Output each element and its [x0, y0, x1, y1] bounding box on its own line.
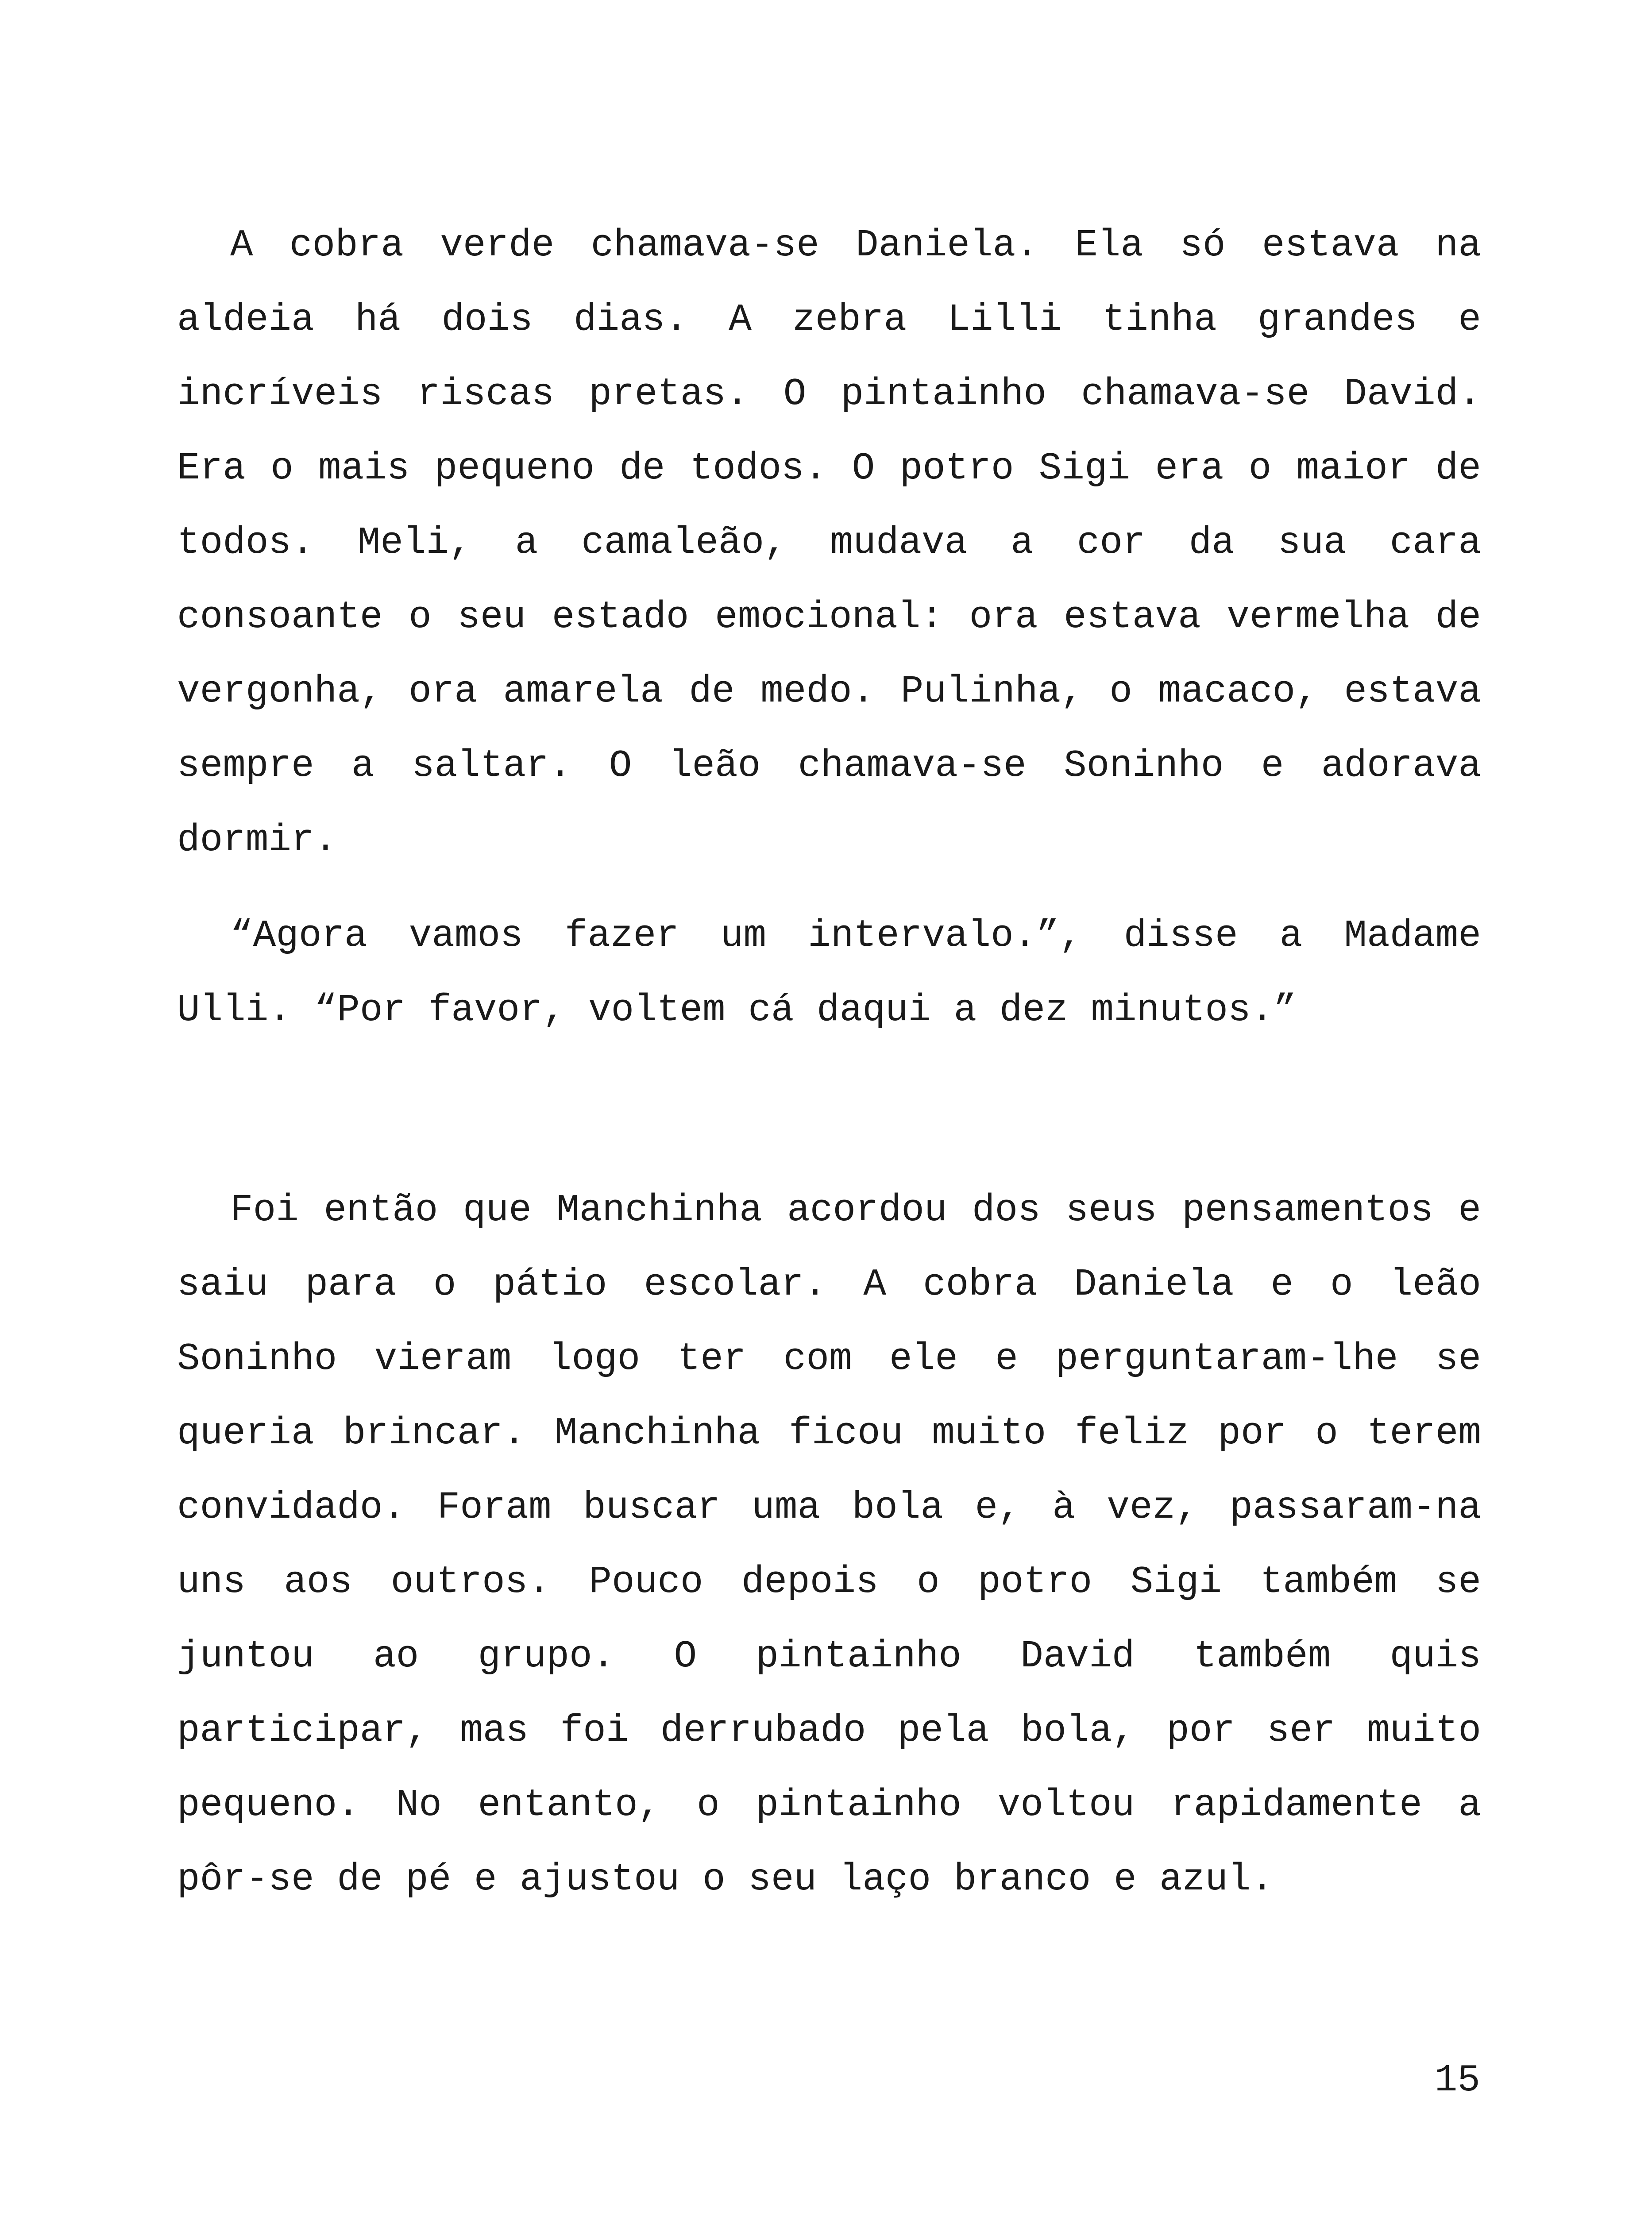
page-number: 15 — [1434, 2059, 1480, 2102]
paragraph-1: A cobra verde chamava-se Daniela. Ela só estava na aldeia há dois dias. A zebra Lilli tinha grandes e incríveis riscas pretas. O pintainho chamava-se David. Era o mais pequeno de todos. O potro Sigi era o maior de todos. Meli, a camaleão, mudava a cor da sua cara consoante o seu estado emocional: ora estava vermelha de vergonha, ora amarela de medo. Pulinha, o macaco, estava sempre a saltar. O leão chamava-se Soninho e adorava dormir. — [177, 224, 1481, 862]
paragraph-2: “Agora vamos fazer um intervalo.”, disse a Madame Ulli. “Por favor, voltem cá daqui a dez minutos.” — [177, 914, 1481, 1032]
paragraph-3: Foi então que Manchinha acordou dos seus pensamentos e saiu para o pátio escolar. A cobra Daniela e o leão Soninho vieram logo ter com ele e perguntaram-lhe se queria brincar. Manchinha ficou muito feliz por o terem convidado. Foram buscar uma bola e, à vez, passaram-na uns aos outros. Pouco depois o potro Sigi também se juntou ao grupo. O pintainho David também quis participar, mas foi derrubado pela bola, por ser muito pequeno. No entanto, o pintainho voltou rapidamente a pôr-se de pé e ajustou o seu laço branco e azul. — [177, 1188, 1481, 1901]
text-section-1 — [177, 208, 1481, 1047]
text-section-2 — [177, 1173, 1481, 1916]
